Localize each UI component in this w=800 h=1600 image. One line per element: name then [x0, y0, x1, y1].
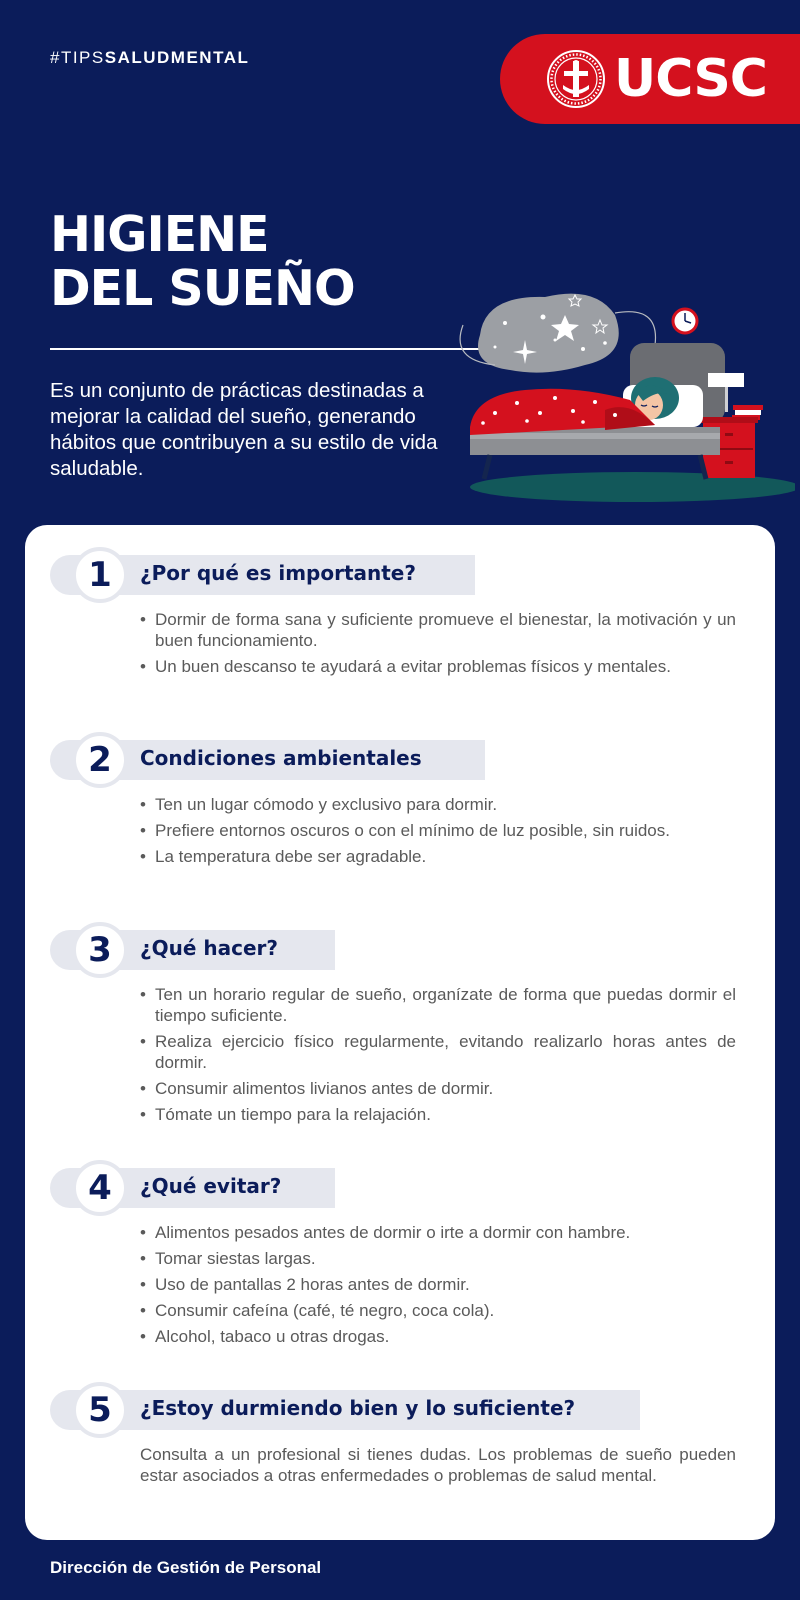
- list-item: • Realiza ejercicio físico regularmente, evitando realizarlo horas antes de dormir.: [140, 1031, 736, 1073]
- section-paragraph: Consulta a un profesional si tienes dudas. Los problemas de sueño pueden estar asociados a otras enfermedades o problemas de salud mental.: [140, 1445, 736, 1485]
- list-item: • Tomar siestas largas.: [140, 1248, 736, 1269]
- page-title: [50, 208, 355, 316]
- dream-cloud-icon: [460, 294, 655, 373]
- list-item: • Ten un horario regular de sueño, organízate de forma que puedas dormir el tiempo suficiente.: [140, 984, 736, 1026]
- section-list: [140, 794, 736, 867]
- list-item: • Alimentos pesados antes de dormir o irte a dormir con hambre.: [140, 1222, 736, 1243]
- section-list: [140, 984, 736, 1125]
- section-number: 5: [72, 1382, 128, 1438]
- title-line-1: HIGIENE: [50, 206, 269, 263]
- section-heading: ¿Qué evitar?: [140, 1174, 282, 1198]
- list-item: • Alcohol, tabaco u otras drogas.: [140, 1326, 736, 1347]
- section-heading: ¿Estoy durmiendo bien y lo suficiente?: [140, 1396, 576, 1420]
- alarm-clock-icon: [673, 309, 697, 333]
- section-number: 1: [72, 547, 128, 603]
- section-what-to-avoid: [25, 1158, 775, 1352]
- list-item: • Ten un lugar cómodo y exclusivo para dormir.: [140, 794, 736, 815]
- hashtag-prefix: #TIPS: [50, 48, 105, 67]
- list-item: • Prefiere entornos oscuros o con el mínimo de luz posible, sin ruidos.: [140, 820, 736, 841]
- section-number: 2: [72, 732, 128, 788]
- hashtag: [50, 48, 249, 68]
- university-seal-icon: [546, 49, 606, 109]
- list-item: • Consumir alimentos livianos antes de dormir.: [140, 1078, 736, 1099]
- intro-text: Es un conjunto de prácticas destinadas a mejorar la calidad del sueño, generando hábitos que contribuyen a su estilo de vida saludable.: [50, 379, 438, 480]
- list-item: • Tómate un tiempo para la relajación.: [140, 1104, 736, 1125]
- section-heading: Condiciones ambientales: [140, 746, 422, 770]
- logo-text: UCSC: [614, 49, 767, 109]
- ucsc-logo: [500, 34, 800, 124]
- section-number: 4: [72, 1160, 128, 1216]
- title-divider: [50, 348, 482, 350]
- title-line-2: DEL SUEÑO: [50, 260, 355, 317]
- list-item: • Dormir de forma sana y suficiente promueve el bienestar, la motivación y un buen funcionamiento.: [140, 609, 736, 651]
- section-list: [140, 1222, 736, 1347]
- list-item: • Uso de pantallas 2 horas antes de dormir.: [140, 1274, 736, 1295]
- hashtag-bold: SALUDMENTAL: [104, 48, 250, 67]
- footer-department: Dirección de Gestión de Personal: [50, 1558, 322, 1577]
- list-item: • Un buen descanso te ayudará a evitar problemas físicos y mentales.: [140, 656, 736, 677]
- list-item: • Consumir cafeína (café, té negro, coca cola).: [140, 1300, 736, 1321]
- section-number: 3: [72, 922, 128, 978]
- section-heading: ¿Qué hacer?: [140, 936, 278, 960]
- section-importance: [25, 545, 775, 682]
- section-sleep-check: [25, 1380, 775, 1486]
- content-card: [25, 525, 775, 1540]
- section-heading: ¿Por qué es importante?: [140, 561, 416, 585]
- section-list: [140, 609, 736, 677]
- section-what-to-do: [25, 920, 775, 1130]
- sleeping-woman-illustration: [455, 285, 795, 505]
- section-conditions: [25, 730, 775, 872]
- list-item: • La temperatura debe ser agradable.: [140, 846, 736, 867]
